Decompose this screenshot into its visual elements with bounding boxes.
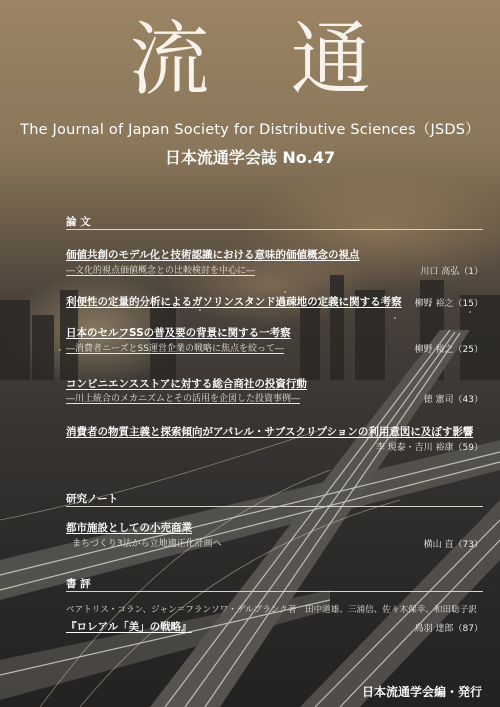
article-1-subtitle: ―文化的視点価値概念との比較検討を中心に― xyxy=(66,266,256,276)
article-2-title[interactable]: 利便性の定量的分析によるガソリンスタンド過疎地の定義に関する考察 xyxy=(66,296,402,308)
book-review-heading: 書 評 xyxy=(66,578,91,590)
note-1-author: 横山 直（73） xyxy=(423,540,483,550)
journal-english-title: The Journal of Japan Society for Distributive Sciences（JSDS） xyxy=(20,122,480,138)
section-divider xyxy=(66,229,483,230)
article-2-author: 柳野 裕之（15） xyxy=(414,299,483,309)
journal-issue-title: 日本流通学会誌 No.47 xyxy=(164,148,336,167)
section-divider xyxy=(66,506,483,507)
review-authors-line: ベアトリス・コラン、ジャン＝フランソワ・デルブランク著 田中道雄、三浦信、佐々木保幸、和田聡子訳 xyxy=(66,605,477,615)
publisher-label: 日本流通学会編・発行 xyxy=(361,685,482,699)
article-4-title[interactable]: コンビニエンスストアに対する総合商社の投資行動 xyxy=(66,378,307,390)
review-book-title[interactable]: 『ロレアル「美」の戦略』 xyxy=(66,621,192,633)
article-1-title[interactable]: 価値共創のモデル化と技術認識における意味的価値概念の視点 xyxy=(66,249,360,261)
article-5-title[interactable]: 消費者の物質主義と探索傾向がアパレル・サブスクリプションの利用意図に及ぼす影響 xyxy=(66,426,474,438)
article-4-subtitle: ―川上統合のメカニズムとその活用を企図した投資事例― xyxy=(66,394,301,404)
article-1-author: 川口 高弘（1） xyxy=(420,267,483,277)
note-1-subtitle: まちづくり3法から立地適正化計画へ xyxy=(72,539,222,549)
article-3-title[interactable]: 日本のセルフSSの普及要の背景に関する一考察 xyxy=(66,327,291,339)
note-1-title[interactable]: 都市施設としての小売商業 xyxy=(66,522,192,534)
article-5-author: 李 現泰・吉川 裕康（59） xyxy=(375,443,483,453)
article-4-author: 徳 憲司（43） xyxy=(423,395,483,405)
section-divider xyxy=(66,591,483,592)
article-3-subtitle: ―消費者ニーズとSS運営企業の戦略に焦点を絞って― xyxy=(66,344,284,354)
masthead-title: 流 通 xyxy=(129,13,399,106)
research-note-heading: 研究ノート xyxy=(66,493,119,505)
article-3-author: 柳野 裕之（25） xyxy=(414,345,483,355)
articles-heading: 論 文 xyxy=(66,216,91,228)
review-author: 鳥羽 達郎（87） xyxy=(414,624,483,634)
